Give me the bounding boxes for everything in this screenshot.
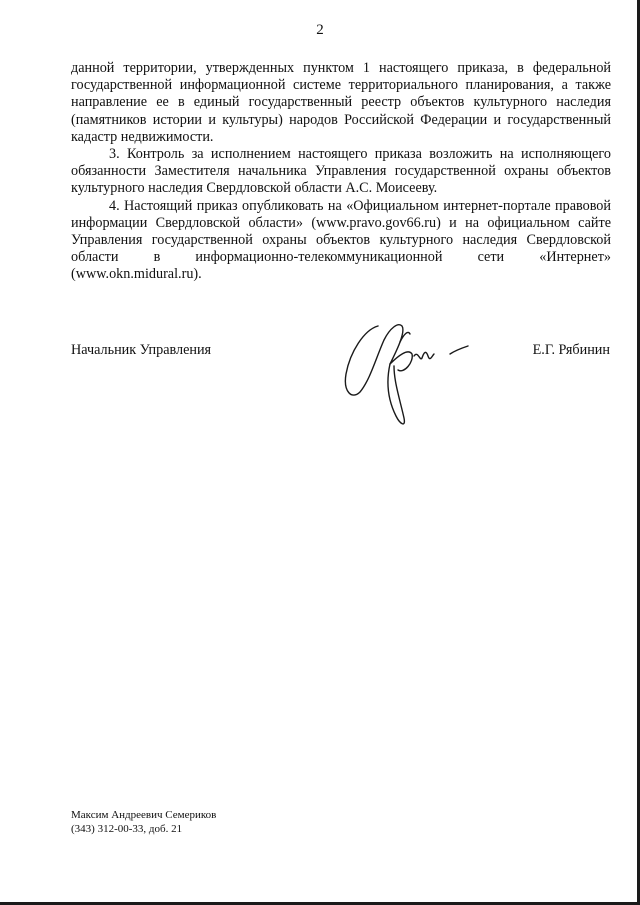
signer-title: Начальник Управления (71, 342, 212, 358)
paragraph-item-4: 4. Настоящий приказ опубликовать на «Официальном интернет-портале правовой информации Свердловской области» (www.pravo.gov66.ru) и на официальном сайте Управления государственной охраны объектов культурного наследия Свердловской области в информационно-телекоммуникационной сети «Интернет» (www.okn.midural.ru). (71, 197, 611, 283)
page-number: 2 (316, 22, 324, 38)
paragraph-continuation: данной территории, утвержденных пунктом 1 настоящего приказа, в федеральной государственной информационной системе территориального планирования, а также направление ее в единый государственный реестр объектов культурного наследия (памятников истории и культуры) народов Российской Федерации и государственный кадастр недвижимости. (71, 60, 611, 145)
executor-contact (71, 808, 216, 836)
document-body (71, 60, 611, 284)
executor-phone: (343) 312-00-33, доб. 21 (71, 823, 183, 835)
signer-name: Е.Г. Рябинин (532, 342, 610, 358)
executor-name: Максим Андреевич Семериков (71, 809, 217, 821)
handwritten-signature (338, 312, 478, 434)
paragraph-item-3: 3. Контроль за исполнением настоящего приказа возложить на исполняющего обязанности Заместителя начальника Управления государственной охраны объектов культурного наследия Свердловской области А.С. Моисееву. (71, 146, 611, 197)
